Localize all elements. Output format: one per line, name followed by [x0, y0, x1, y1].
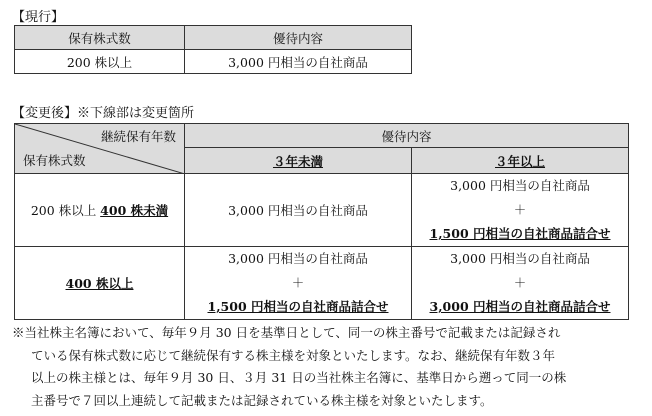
- corner-header-shares: 保有株式数: [23, 153, 86, 168]
- row1-under3-cell: 3,000 円相当の自社商品: [185, 174, 412, 247]
- row2-over3-line1: 3,000 円相当の自社商品: [450, 251, 590, 266]
- row2-shares-cell: [15, 247, 185, 320]
- row2-over3-cell: [412, 247, 629, 320]
- row2-under3-cell: [185, 247, 412, 320]
- footnote-line-4: 主番号で７回以上連続して記載または記録されている株主様を対象といたします。: [31, 392, 493, 408]
- footnote-line-1: ※当社株主名簿において、毎年９月 30 日を基準日として、同一の株主番号で記載または記録され: [12, 325, 561, 340]
- row2-under3-line2: 1,500 円相当の自社商品詰合せ: [207, 299, 389, 314]
- current-benefit-table: [14, 25, 412, 74]
- current-header-benefit: 優待内容: [185, 26, 412, 50]
- table-row: [15, 247, 629, 320]
- row1-over3-plus: ＋: [513, 202, 527, 217]
- revised-header-benefit: 優待内容: [185, 124, 629, 148]
- col-under-3-years: ３年未満: [272, 153, 323, 169]
- row1-over3-cell: [412, 174, 629, 247]
- row2-shares: 400 株以上: [65, 276, 134, 291]
- corner-header-cell: [15, 124, 185, 174]
- current-section-title: 【現行】: [12, 10, 65, 25]
- row1-over3-line1: 3,000 円相当の自社商品: [450, 178, 590, 193]
- revised-section-title: 【変更後】※下線部は変更箇所: [12, 106, 195, 121]
- row1-over3-line2: 1,500 円相当の自社商品詰合せ: [429, 226, 611, 241]
- row1-shares-prefix: 200 株以上: [30, 203, 101, 218]
- table-row: [15, 174, 629, 247]
- row2-under3-plus: ＋: [291, 275, 305, 290]
- current-shares-cell: 200 株以上: [15, 50, 185, 74]
- row2-over3-plus: ＋: [513, 275, 527, 290]
- revised-benefit-table: [14, 123, 629, 320]
- row2-over3-line2: 3,000 円相当の自社商品詰合せ: [429, 299, 611, 314]
- row1-shares-cell: [15, 174, 185, 247]
- footnote: [12, 322, 642, 412]
- current-header-shares: 保有株式数: [15, 26, 185, 50]
- row1-shares-change: 400 株未満: [100, 203, 169, 218]
- corner-header-years: 継続保有年数: [100, 129, 176, 144]
- footnote-line-2: ている保有株式数に応じて継続保有する株主様を対象といたします。なお、継続保有年数３年: [31, 347, 556, 363]
- current-benefit-cell: 3,000 円相当の自社商品: [185, 50, 412, 74]
- col-over-3-years: ３年以上: [495, 153, 546, 169]
- row2-under3-line1: 3,000 円相当の自社商品: [228, 251, 368, 266]
- footnote-line-3: 以上の株主様とは、毎年９月 30 日、３月 31 日の当社株主名簿に、基準日から遡って同一の株: [31, 370, 567, 385]
